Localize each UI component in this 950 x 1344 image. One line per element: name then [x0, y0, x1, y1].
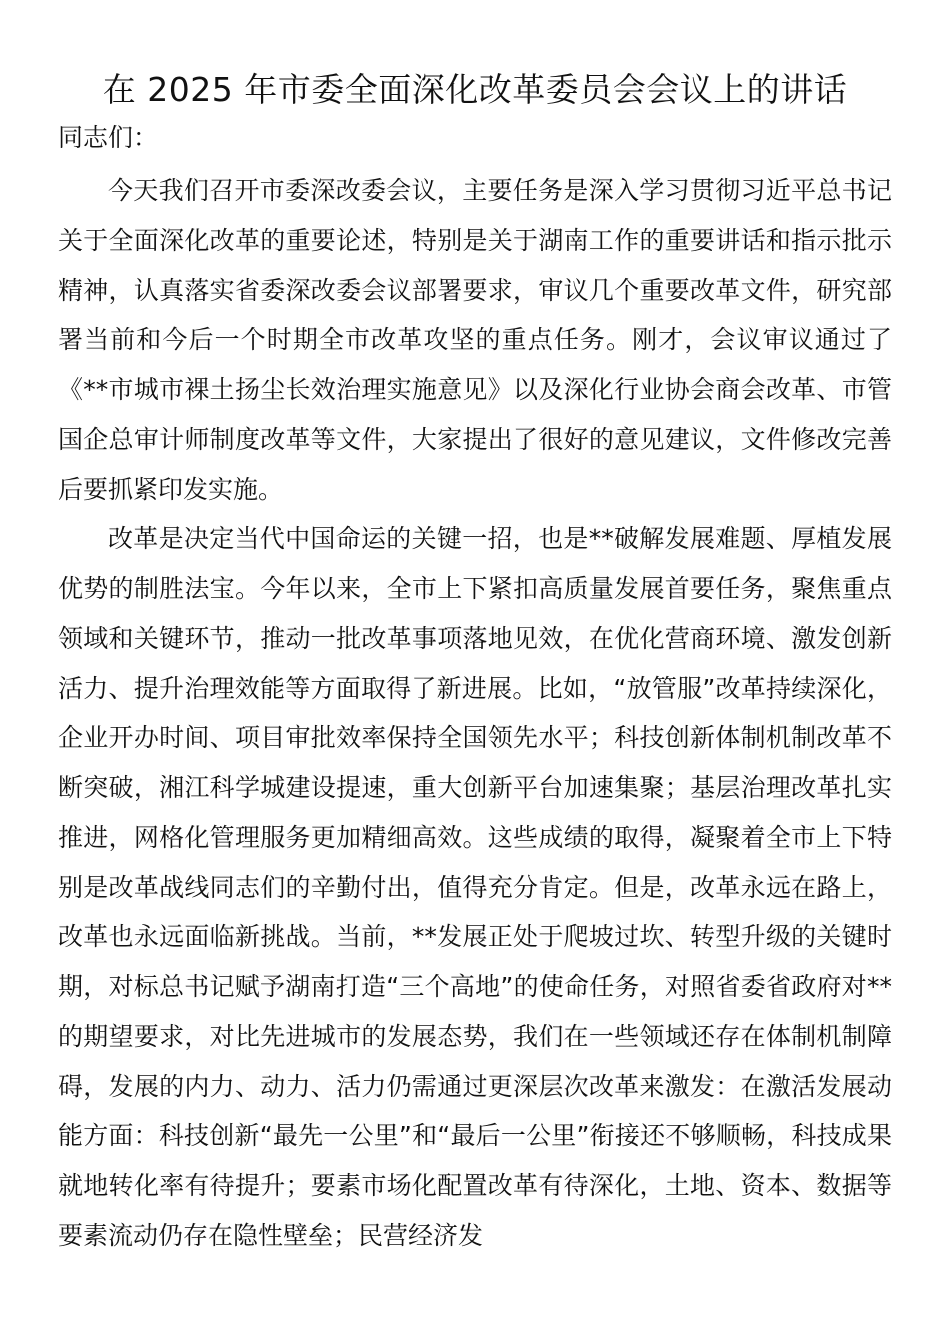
paragraph-intro: 今天我们召开市委深改委会议，主要任务是深入学习贯彻习近平总书记关于全面深化改革的重要论述，特别是关于湖南工作的重要讲话和指示批示精神，认真落实省委深改委会议部署要求，审议几个重要改革文件，研究部署当前和今后一个时期全市改革攻坚的重点任务。刚才，会议审议通过了《**市城市裸土扬尘长效治理实施意见》以及深化行业协会商会改革、市管国企总审计师制度改革等文件，大家提出了很好的意见建议，文件修改完善后要抓紧印发实施。 — [58, 176, 892, 504]
document-body — [58, 166, 892, 1261]
salutation: 同志们： — [58, 123, 159, 152]
document-title: 在 2025 年市委全面深化改革委员会会议上的讲话 — [102, 70, 848, 109]
paragraph-reform: 改革是决定当代中国命运的关键一招，也是**破解发展难题、厚植发展优势的制胜法宝。今年以来，全市上下紧扣高质量发展首要任务，聚焦重点领域和关键环节，推动一批改革事项落地见效，在优化营商环境、激发创新活力、提升治理效能等方面取得了新进展。比如，“放管服”改革持续深化，企业开办时间、项目审批效率保持全国领先水平；科技创新体制机制改革不断突破，湘江科学城建设提速，重大创新平台加速集聚；基层治理改革扎实推进，网格化管理服务更加精细高效。这些成绩的取得，凝聚着全市上下特别是改革战线同志们的辛勤付出，值得充分肯定。但是，改革永远在路上，改革也永远面临新挑战。当前，**发展正处于爬坡过坎、转型升级的关键时期，对标总书记赋予湖南打造“三个高地”的使命任务，对照省委省政府对**的期望要求，对比先进城市的发展态势，我们在一些领域还存在体制机制障碍，发展的内力、动力、活力仍需通过更深层次改革来激发：在激活发展动能方面：科技创新“最先一公里”和“最后一公里”衔接还不够顺畅，科技成果就地转化率有待提升；要素市场化配置改革有待深化，土地、资本、数据等要素流动仍存在隐性壁垒；民营经济发 — [58, 524, 892, 1250]
